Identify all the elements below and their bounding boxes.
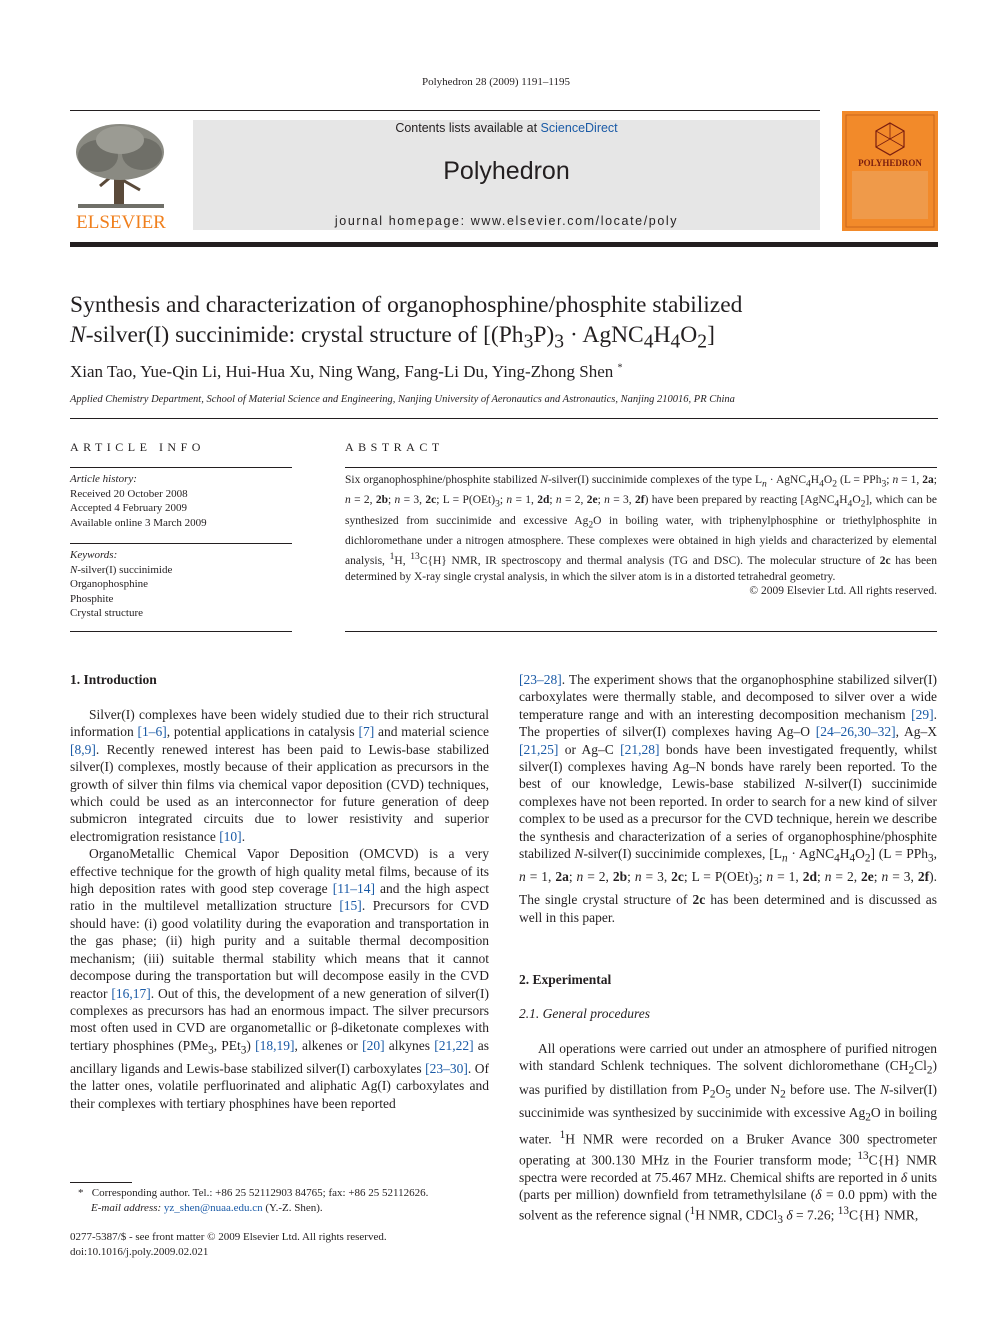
cover-title: POLYHEDRON — [858, 158, 922, 168]
intro-paragraph-3: [23–28]. The experiment shows that the organophosphine stabilized silver(I) carboxylates were thermally stable, and decomposed to silver over a wide temperature range and with an interesting decomposition mechanism [29]. The properties of silver(I) complexes having Ag–O [24–26,30–32], Ag–X [21,25] or Ag–C [21,28] bonds have been investigated frequently, whilst silver(I) complexes having Ag–N bonds have rarely been reported. To the best of our knowledge, Lewis-base stabilized N-silver(I) succinimide complexes have not been reported. In order to search for a new kind of silver complex to be used as a precursor for the CVD technique, herein we describe the synthesis and characterization of a series of organophosphine/phosphite stabilized N-silver(I) succinimide complexes, [$L_n$ · $AgNC_4H_4O_2$] (L = PPh$_3$, n = 1, 2a; n = 2, 2b; n = 3, 2c; $L = P(OEt)_3$; n = 1, 2d; n = 2, 2e; n = 3, 2f). The single crystal structure of 2c has been determined and is discussed as well in this paper. — [519, 672, 937, 925]
journal-homepage[interactable]: journal homepage: www.elsevier.com/locate/poly — [334, 214, 679, 228]
general-procedures-heading: 2.1. General procedures — [519, 1006, 650, 1021]
article-history — [70, 472, 292, 530]
title-rule — [70, 418, 938, 419]
keywords-rule — [70, 543, 292, 544]
keywords-label: Keywords: — [70, 549, 118, 561]
abstract-rule — [345, 467, 937, 468]
abstract-copyright: © 2009 Elsevier Ltd. All rights reserved. — [749, 585, 937, 597]
email-note: E-mail address: yz_shen@nuaa.edu.cn (Y.-Z. Shen). — [91, 1201, 323, 1214]
doi-line[interactable]: doi:10.1016/j.poly.2009.02.021 — [70, 1245, 209, 1258]
abstract-heading: ABSTRACT — [345, 440, 444, 454]
keyword-item: Organophosphine — [70, 578, 149, 590]
online-date: Available online 3 March 2009 — [70, 516, 207, 529]
abstract-bottom-rule — [345, 631, 937, 632]
experimental-heading: 2. Experimental — [519, 972, 612, 987]
journal-cover[interactable] — [842, 111, 938, 231]
title-line-2: N-silver(I) succinimide: crystal structure of [$(Ph_3P)_3$ · $AgNC_4H_4O_2$] — [70, 322, 715, 353]
introduction-body — [70, 706, 489, 1112]
header-rule — [70, 110, 820, 111]
header-thick-rule — [70, 242, 938, 247]
footnotes — [78, 1186, 498, 1215]
keywords-block — [70, 548, 292, 621]
issn-line: 0277-5387/$ - see front matter © 2009 Elsevier Ltd. All rights reserved. — [70, 1231, 387, 1243]
contents-line — [193, 121, 820, 135]
intro-paragraph-1: Silver(I) complexes have been widely studied due to their rich structural information [1–6], potential applications in catalysis [7] and material science [8,9]. Recently renewed interest has been paid to Lewis-base stabilized silver(I) complexes, mostly because of their application as precursors in the growth of silver thin films via chemical vapor deposition (CVD) techniques, which could be used as an interconnector for future generation of deep submicron integrated circuits due to lower resistivity and superior electromigration resistance [10]. — [70, 707, 489, 844]
elsevier-tree-icon — [70, 120, 172, 232]
corresponding-author-mark[interactable]: * — [617, 362, 623, 374]
abstract-text: Six organophosphine/phosphite stabilized N-silver(I) succinimide complexes of the type $L_n$ · $AgNC_4H_4O_2$ (L = PPh$_3$; n = 1, 2a; n = 2, 2b; n = 3, 2c; $L = P(OEt)_3$; n = 1, 2d; n = 2, 2e; n = 3, 2f) have been prepared by reacting $[AgNC_4H_4O_2]$, which can be synthesized from succinimide and excessive $Ag_2O$ in boiling water, with triphenylphosphine or triethylphosphite in dichloromethane under a nitrogen atmosphere. These complexes were obtained in high yields and characterized by elemental analysis, $^1$H, $^{13}$C{H} NMR, IR spectroscopy and thermal analysis (TG and DSC). The molecular structure of 2c has been determined by X-ray single crystal analysis, in which the silver atom is in a distorted tetrahedral geometry. — [345, 474, 938, 583]
intro-paragraph-2: OrganoMetallic Chemical Vapor Deposition (OMCVD) is a very effective technique for the growth of high quality metal films, because of its high deposition rates with good step coverage [11–14] and the high aspect ratio in the multilevel metallization structure [15]. Precursors for CVD should have: (i) good volatility during the evaporation and transportation in the gas phase; (ii) high purity and a suitable thermal decomposition mechanism; (iii) suitable thermal stability which means that it cannot decompose during the transportation but will decompose easily in the CVD reactor [16,17]. Out of this, the development of a new generation of silver(I) complexes as precursors has had an enormous impact. The silver precursors most often used in CVD are organometallic or β-diketonate complexes with tertiary phosphines (PMe$_3$, PEt$_3$) [18,19], alkenes or [20] alkynes [21,22] as ancillary ligands and Lewis-base stabilized silver(I) carboxylates [23–30]. Of the latter ones, volatile perfluorinated and aliphatic Ag(I) carboxylates and their complexes with tertiary phosphines have been reported — [70, 846, 490, 1111]
received-date: Received 20 October 2008 — [70, 487, 188, 500]
introduction-heading: 1. Introduction — [70, 672, 157, 687]
sciencedirect-link[interactable]: ScienceDirect — [540, 121, 618, 135]
history-label: Article history: — [70, 473, 137, 485]
article-info-bottom-rule — [70, 631, 292, 632]
article-info-heading: ARTICLE INFO — [70, 440, 205, 454]
article-title — [70, 290, 938, 358]
keyword-item: Phosphite — [70, 592, 114, 605]
accepted-date: Accepted 4 February 2009 — [70, 502, 187, 514]
polyhedron-icon — [842, 111, 938, 231]
contents-prefix: Contents lists available at — [395, 121, 541, 135]
affiliation: Applied Chemistry Department, School of Material Science and Engineering, Nanjing University of Aeronautics and Astronautics, Nanjing 210016, PR China — [70, 394, 735, 405]
elsevier-logo[interactable] — [70, 120, 172, 232]
front-matter — [70, 1230, 490, 1259]
experimental-body — [519, 1040, 937, 1230]
elsevier-wordmark: ELSEVIER — [76, 212, 166, 232]
authors: Xian Tao, Yue-Qin Li, Hui-Hua Xu, Ning Wang, Fang-Li Du, Ying-Zhong Shen — [70, 362, 614, 381]
journal-name: Polyhedron — [443, 157, 570, 185]
experimental-paragraph-1: All operations were carried out under an atmosphere of purified nitrogen with standard Schlenk techniques. The solvent dichloromethane $(CH_2Cl_2)$ was purified by distillation from $P_2O_5$ under $N_2$ before use. The N-silver(I) succinimide was synthesized by succinimide with excessive $Ag_2O$ in boiling water. $^1$H NMR were recorded on a Bruker Avance 300 spectrometer operating at 300.130 MHz in the Fourier transform mode; $^{13}$C{H} NMR spectra were recorded at 75.467 MHz. Chemical shifts are reported in δ units (parts per million) downfield from tetramethylsilane (δ = 0.0 ppm) with the solvent as the reference signal ($^1$H NMR, CDCl$_3$ δ = 7.26; $^{13}$C{H} NMR, — [519, 1041, 938, 1227]
footnote-rule — [70, 1182, 132, 1183]
corresponding-author-note: * Corresponding author. Tel.: +86 25 52112903 84765; fax: +86 25 52112626. — [78, 1187, 429, 1199]
keyword-item: Crystal structure — [70, 607, 144, 619]
keyword-item: N-silver(I) succinimide — [70, 563, 173, 576]
journal-citation: Polyhedron 28 (2009) 1191–1195 — [422, 76, 570, 88]
article-info-rule — [70, 467, 292, 468]
author-list — [70, 362, 623, 382]
title-line-1: Synthesis and characterization of organophosphine/phosphite stabilized — [70, 292, 743, 318]
right-column-body — [519, 671, 937, 926]
